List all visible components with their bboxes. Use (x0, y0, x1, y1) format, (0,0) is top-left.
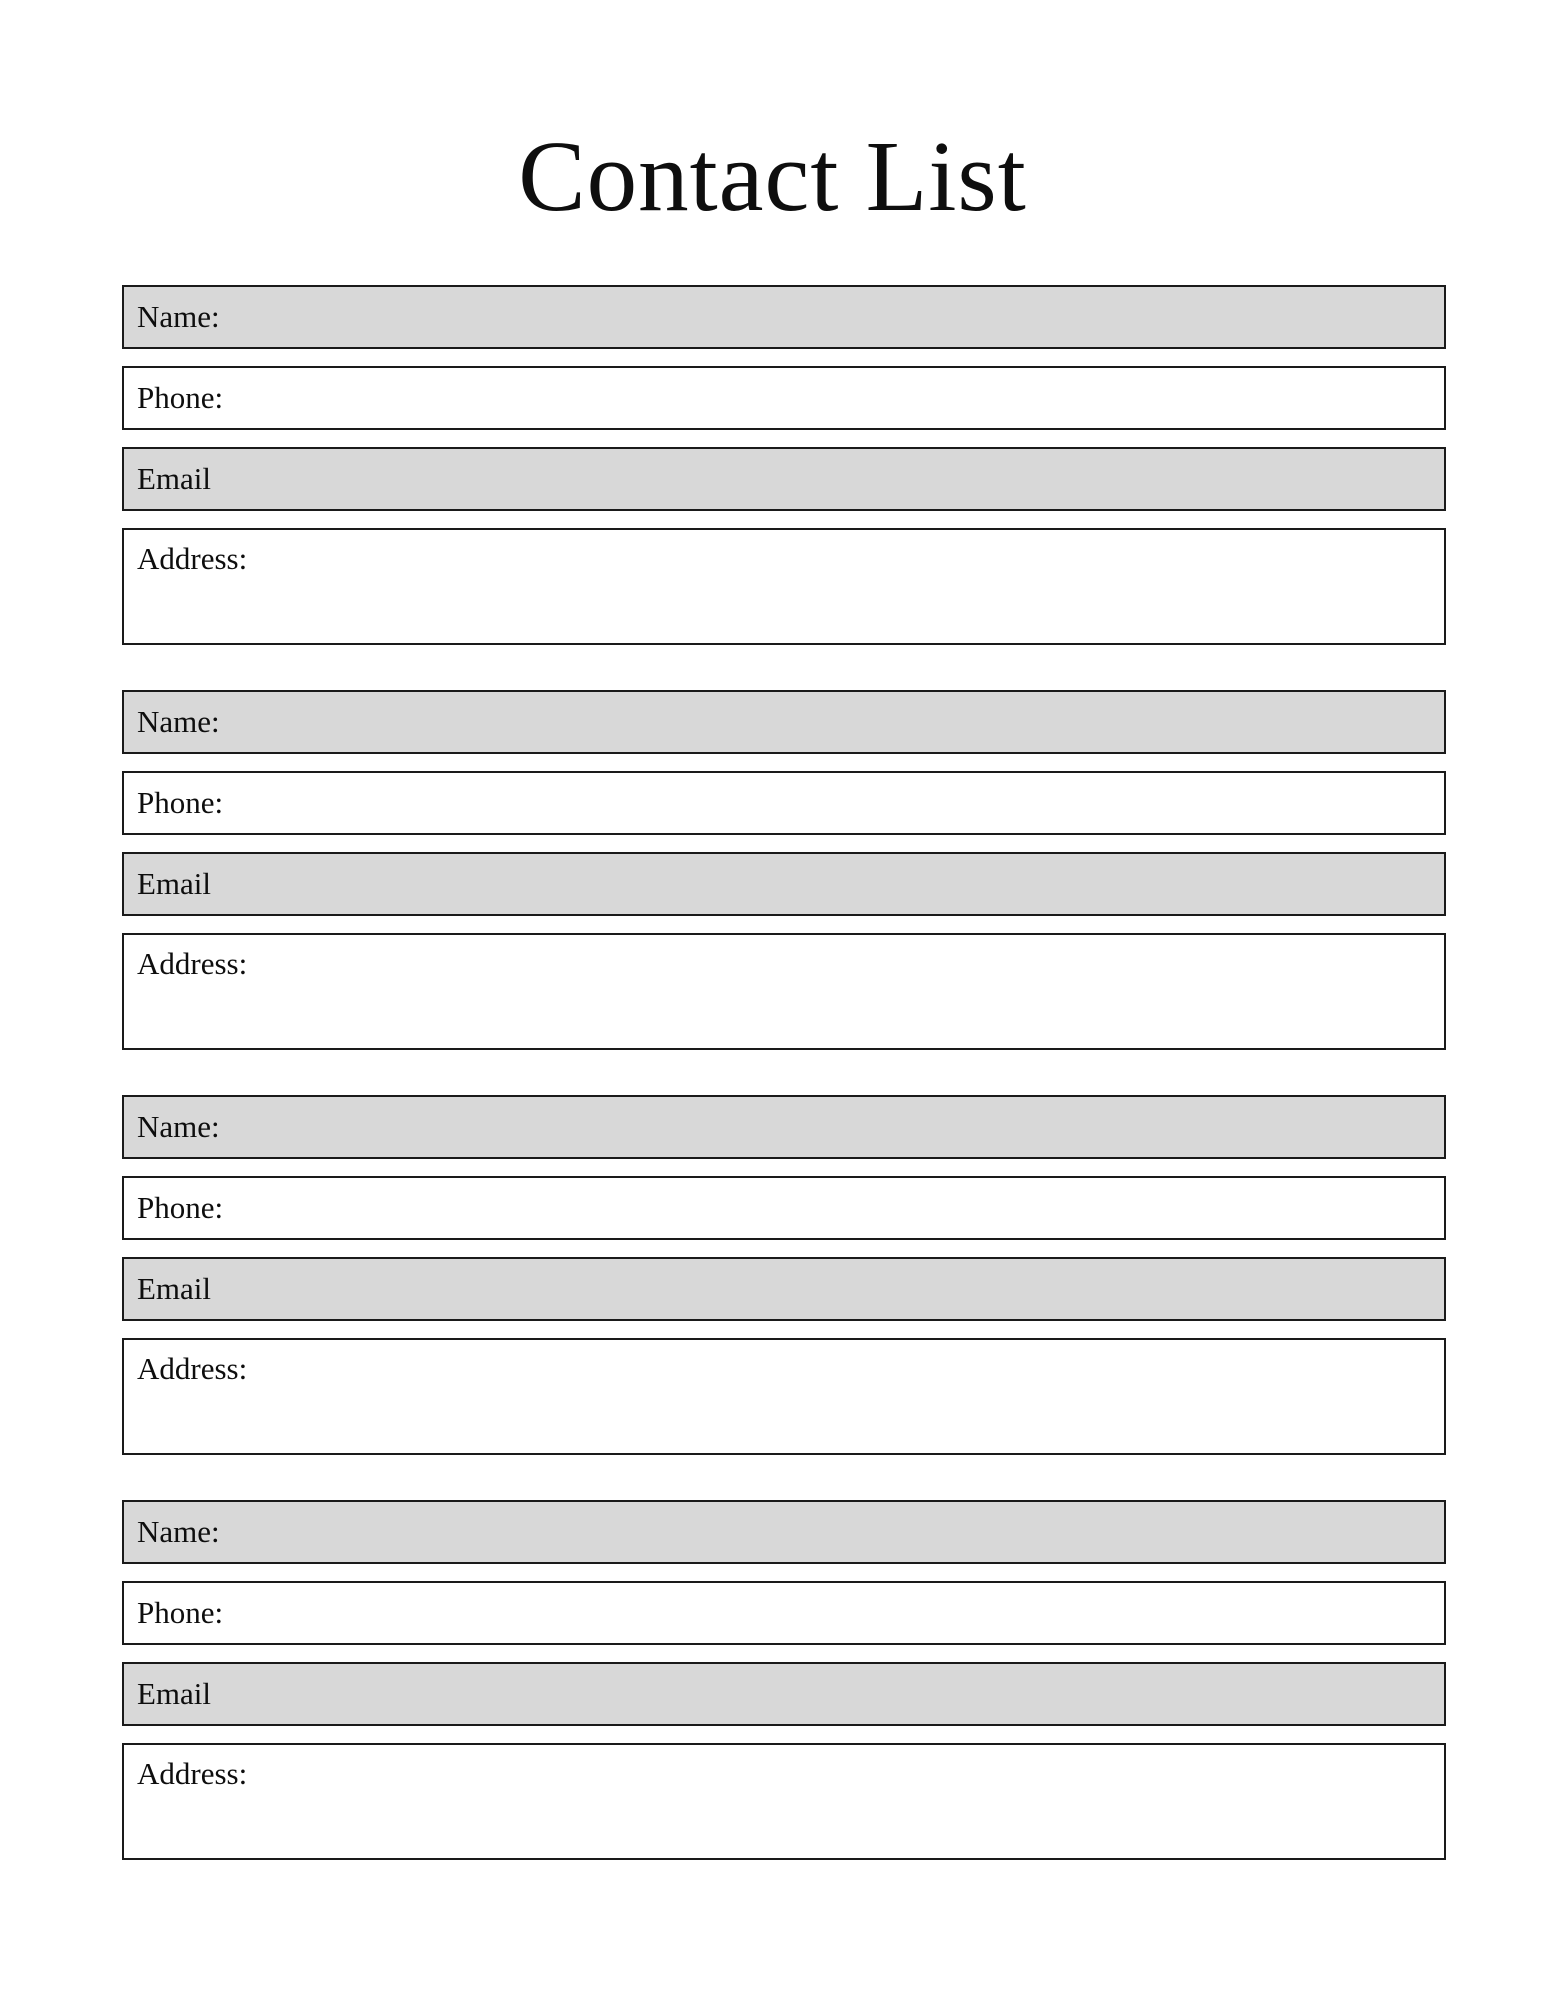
name-label: Name: (137, 298, 220, 334)
name-label: Name: (137, 1513, 220, 1549)
email-label: Email (137, 460, 212, 496)
name-label: Name: (137, 703, 220, 739)
contact-block-1 (122, 285, 1446, 645)
name-field[interactable] (122, 690, 1446, 754)
phone-label: Phone: (137, 379, 224, 415)
contact-block-3 (122, 1095, 1446, 1455)
contact-block-2 (122, 690, 1446, 1050)
email-field[interactable] (122, 1257, 1446, 1321)
name-field[interactable] (122, 1095, 1446, 1159)
phone-label: Phone: (137, 1594, 224, 1630)
phone-field[interactable] (122, 1176, 1446, 1240)
email-label: Email (137, 1675, 212, 1711)
name-label: Name: (137, 1108, 220, 1144)
address-label: Address: (137, 541, 248, 576)
contact-form (122, 285, 1446, 1860)
name-field[interactable] (122, 1500, 1446, 1564)
contact-block-4 (122, 1500, 1446, 1860)
name-field[interactable] (122, 285, 1446, 349)
phone-field[interactable] (122, 771, 1446, 835)
email-field[interactable] (122, 1662, 1446, 1726)
address-field[interactable] (122, 1743, 1446, 1860)
address-field[interactable] (122, 933, 1446, 1050)
email-field[interactable] (122, 447, 1446, 511)
email-field[interactable] (122, 852, 1446, 916)
phone-field[interactable] (122, 1581, 1446, 1645)
email-label: Email (137, 865, 212, 901)
phone-label: Phone: (137, 784, 224, 820)
address-label: Address: (137, 1756, 248, 1791)
page-title: Contact List (518, 120, 1027, 232)
address-label: Address: (137, 1351, 248, 1386)
address-label: Address: (137, 946, 248, 981)
phone-label: Phone: (137, 1189, 224, 1225)
address-field[interactable] (122, 1338, 1446, 1455)
email-label: Email (137, 1270, 212, 1306)
phone-field[interactable] (122, 366, 1446, 430)
address-field[interactable] (122, 528, 1446, 645)
